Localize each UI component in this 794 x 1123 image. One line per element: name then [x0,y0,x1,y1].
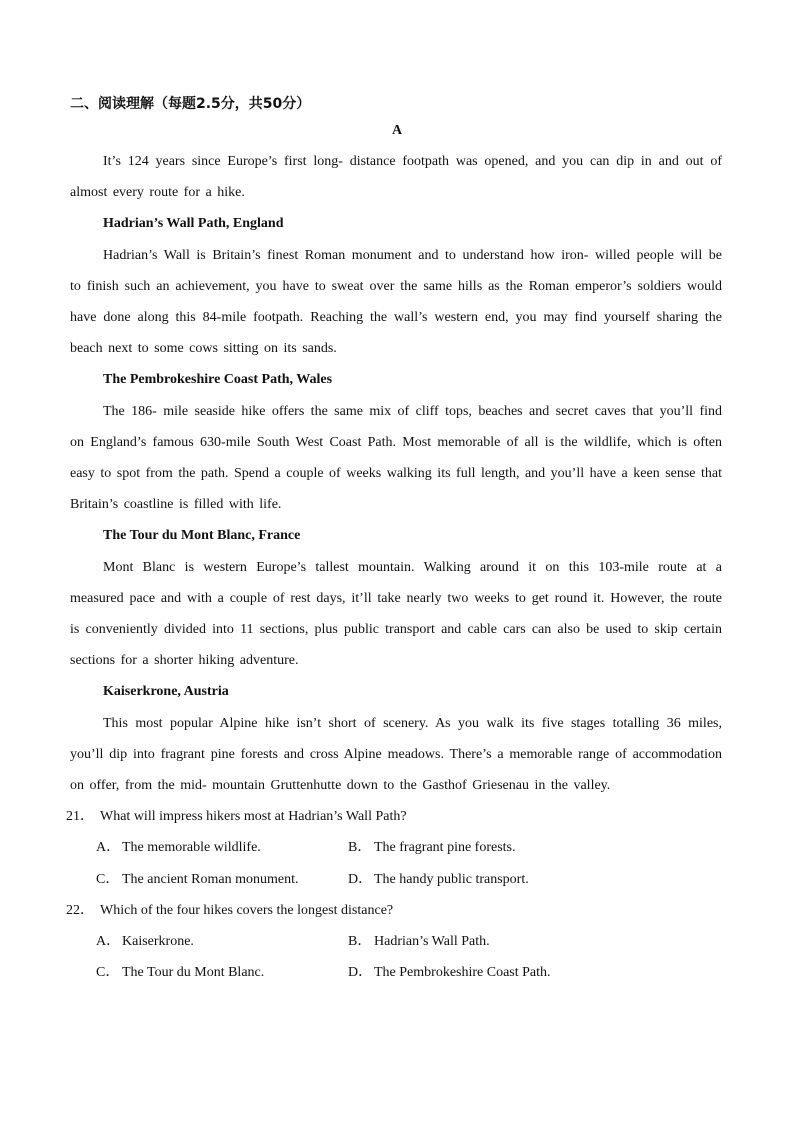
question-22-options-row-2 [70,957,722,988]
option-text: Hadrian’s Wall Path. [374,934,490,950]
question-21 [66,801,722,832]
option-a[interactable] [96,926,348,957]
question-number: 22． [66,902,94,918]
option-letter: B． [348,840,372,856]
option-letter: D． [348,965,373,981]
option-d[interactable] [348,957,600,988]
section-text-mont-blanc: Mont Blanc is western Europe’s tallest mountain. Walking around it on this 103-mile route at a measured pace and with a couple of rest days, it’ll take nearly two weeks to get round it. However, the route is conveniently divided into 11 sections, plus public transport and cable cars can also be used to skip certain sections for a shorter hiking adventure. [70,559,722,669]
section-heading: 二、阅读理解（每题2.5分，共50分） [70,96,311,112]
option-text: Kaiserkrone. [122,934,194,950]
option-letter: A． [96,934,121,950]
passage-label: A [391,123,403,138]
question-22 [66,895,722,926]
option-letter: C． [96,871,120,887]
option-c[interactable] [96,957,348,988]
section-title-kaiserkrone: Kaiserkrone, Austria [103,684,229,700]
section-text-hadrians-wall: Hadrian’s Wall is Britain’s finest Roman monument and to understand how iron- willed people will be to finish such an achievement, you have to sweat over the same hills as the Roman emperor’s soldiers would have done along this 84-mile footpath. Reaching the wall’s western end, you may find yourself sharing the beach next to some cows sitting on its sands. [70,247,722,357]
section-title-hadrians-wall: Hadrian’s Wall Path, England [103,216,284,232]
option-letter: C． [96,965,120,981]
option-text: The Pembrokeshire Coast Path. [374,965,551,981]
option-text: The fragrant pine forests. [374,840,516,856]
section-text-kaiserkrone: This most popular Alpine hike isn’t short of scenery. As you walk its five stages totalling 36 miles, you’ll dip into fragrant pine forests and cross Alpine meadows. There’s a memorable range of accommodation on offer, from the mid- mountain Gruttenhutte down to the Gasthof Griesenau in the valley. [70,715,722,794]
option-letter: D． [348,871,373,887]
option-letter: B． [348,934,372,950]
option-b[interactable] [348,832,600,863]
question-stem: What will impress hikers most at Hadrian’s Wall Path? [100,809,407,825]
option-b[interactable] [348,926,600,957]
option-d[interactable] [348,864,600,895]
option-c[interactable] [96,864,348,895]
question-stem: Which of the four hikes covers the longest distance? [100,902,394,918]
option-a[interactable] [96,832,348,863]
question-22-options-row-1 [70,926,722,957]
section-title-mont-blanc: The Tour du Mont Blanc, France [103,528,301,544]
section-title-pembrokeshire: The Pembrokeshire Coast Path, Wales [103,372,333,388]
option-text: The Tour du Mont Blanc. [122,965,265,981]
section-text-pembrokeshire: The 186- mile seaside hike offers the same mix of cliff tops, beaches and secret caves that you’ll find on England’s famous 630-mile South West Coast Path. Most memorable of all is the wildlife, which is often easy to spot from the path. Spend a couple of weeks walking its full length, and you’ll have a keen sense that Britain’s coastline is filled with life. [70,403,723,513]
option-text: The handy public transport. [374,871,529,887]
question-21-options-row-2 [70,864,722,895]
question-number: 21． [66,809,94,825]
option-text: The memorable wildlife. [122,840,261,856]
intro-paragraph: It’s 124 years since Europe’s first long- distance footpath was opened, and you can dip in and out of almost every route for a hike. [70,154,722,201]
reading-passage [66,146,723,988]
option-letter: A． [96,840,121,856]
option-text: The ancient Roman monument. [122,871,299,887]
question-21-options-row-1 [70,832,722,863]
